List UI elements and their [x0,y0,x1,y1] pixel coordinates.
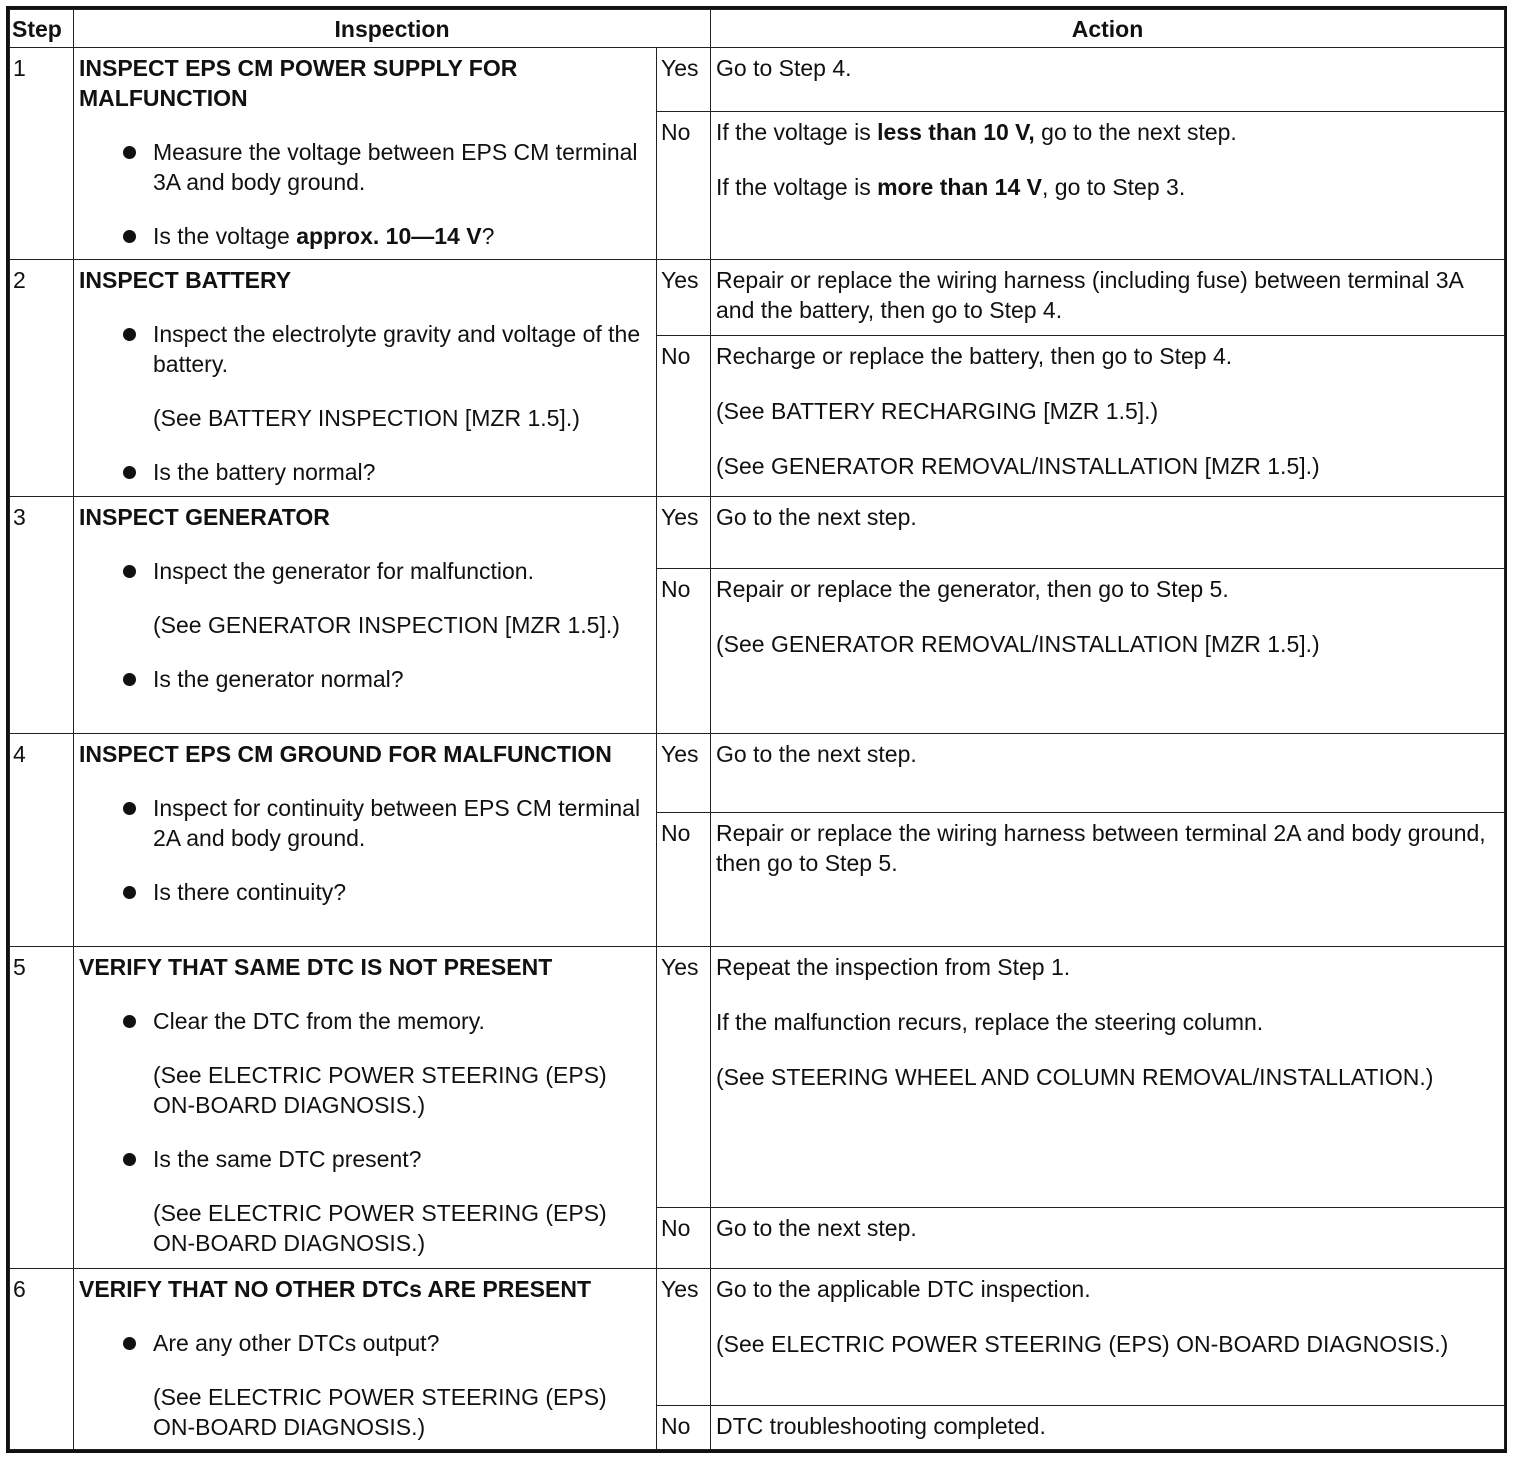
header-row [10,10,1505,48]
answer-no: No [657,1406,711,1450]
table-row [10,734,1505,813]
bullet-text: Is the battery normal? [153,459,376,485]
bullet-item [79,221,652,251]
action-text: Go to the applicable DTC inspection. [716,1276,1091,1302]
header-inspection: Inspection [74,10,711,48]
step-title: INSPECT EPS CM POWER SUPPLY FOR MALFUNCTION [79,55,518,111]
step-number: 6 [10,1269,74,1450]
action-text [716,117,1500,147]
action-text: Recharge or replace the battery, then go to Step 4. [716,343,1233,369]
action-text-part: , go to Step 3. [1042,174,1186,200]
reference-text: (See ELECTRIC POWER STEERING (EPS) ON-BOARD DIAGNOSIS.) [153,1384,607,1440]
action-text: DTC troubleshooting completed. [716,1413,1046,1439]
action-text: (See BATTERY RECHARGING [MZR 1.5].) [716,398,1159,424]
bullet-text: Inspect for continuity between EPS CM terminal 2A and body ground. [153,795,641,851]
bullet-item [79,664,652,694]
table-row [10,1269,1505,1406]
bullet-icon [123,886,136,899]
action-text: Go to Step 4. [716,55,852,81]
inspection-cell [74,48,657,260]
inspection-cell [74,947,657,1269]
bullet-icon [123,466,136,479]
bullet-text: Is the same DTC present? [153,1146,422,1172]
table-row [10,497,1505,569]
step-number: 4 [10,734,74,947]
reference-text: (See GENERATOR INSPECTION [MZR 1.5].) [153,612,620,638]
inspection-cell [74,497,657,734]
step-title: INSPECT GENERATOR [79,504,330,530]
action-no [711,569,1505,734]
bullet-icon [123,565,136,578]
action-bold-text: less than 10 V, [877,119,1035,145]
bullet-text: Are any other DTCs output? [153,1330,440,1356]
action-text-part: If the voltage is [716,119,878,145]
inspection-cell [74,734,657,947]
reference-text: (See ELECTRIC POWER STEERING (EPS) ON-BOARD DIAGNOSIS.) [153,1062,607,1118]
answer-yes: Yes [657,497,711,569]
action-yes [711,1269,1505,1406]
answer-yes: Yes [657,1269,711,1406]
step-number: 5 [10,947,74,1269]
answer-yes: Yes [657,48,711,112]
bullet-icon [123,802,136,815]
table-row [10,260,1505,336]
bullet-item [79,319,652,457]
action-yes [711,734,1505,813]
action-no [711,1208,1505,1269]
bullet-text: Measure the voltage between EPS CM terminal 3A and body ground. [153,139,638,195]
action-text: Go to the next step. [716,504,917,530]
action-text: (See GENERATOR REMOVAL/INSTALLATION [MZR 1.5].) [716,453,1320,479]
bullet-icon [123,328,136,341]
bullet-item [79,1006,652,1144]
step-title: INSPECT BATTERY [79,267,292,293]
action-text-part: If the voltage is [716,174,878,200]
action-text: Go to the next step. [716,741,917,767]
header-action: Action [711,10,1505,48]
troubleshooting-table [9,9,1505,1450]
answer-no: No [657,813,711,947]
answer-no: No [657,112,711,260]
step-number: 2 [10,260,74,497]
action-text: Repeat the inspection from Step 1. [716,954,1071,980]
bullet-icon [123,673,136,686]
action-no [711,813,1505,947]
inspection-cell [74,1269,657,1450]
answer-no: No [657,336,711,497]
step-number: 3 [10,497,74,734]
step-title: INSPECT EPS CM GROUND FOR MALFUNCTION [79,741,612,767]
bullet-text: Inspect the electrolyte gravity and voltage of the battery. [153,321,641,377]
bullet-item [79,877,652,907]
bullet-item [79,137,652,221]
troubleshooting-table-frame [6,6,1507,1453]
header-step: Step [10,10,74,48]
action-yes [711,48,1505,112]
action-text: Repair or replace the wiring harness between terminal 2A and body ground, then go to Step 5. [716,820,1486,876]
bullet-item [79,457,652,487]
bullet-text: Inspect the generator for malfunction. [153,558,534,584]
bullet-item [79,1328,652,1442]
bullet-text: ? [481,223,495,249]
action-no [711,1406,1505,1450]
action-text: (See ELECTRIC POWER STEERING (EPS) ON-BOARD DIAGNOSIS.) [716,1331,1449,1357]
bullet-text: Is there continuity? [153,879,347,905]
bullet-icon [123,230,136,243]
bullet-bold-text: approx. 10—14 V [296,223,482,249]
bullet-icon [123,1015,136,1028]
action-text-part: go to the next step. [1034,119,1237,145]
answer-no: No [657,569,711,734]
bullet-item [79,556,652,664]
reference-text: (See ELECTRIC POWER STEERING (EPS) ON-BOARD DIAGNOSIS.) [153,1200,607,1256]
step-number: 1 [10,48,74,260]
bullet-item [79,793,652,877]
action-no [711,336,1505,497]
table-row [10,48,1505,112]
action-yes [711,497,1505,569]
inspection-cell [74,260,657,497]
action-text: (See STEERING WHEEL AND COLUMN REMOVAL/INSTALLATION.) [716,1064,1434,1090]
answer-no: No [657,1208,711,1269]
reference-text: (See BATTERY INSPECTION [MZR 1.5].) [153,405,580,431]
action-text: Go to the next step. [716,1215,917,1241]
step-title: VERIFY THAT SAME DTC IS NOT PRESENT [79,954,553,980]
bullet-item [79,1144,652,1258]
action-text: Repair or replace the generator, then go to Step 5. [716,576,1229,602]
action-no [711,112,1505,260]
action-text: (See GENERATOR REMOVAL/INSTALLATION [MZR 1.5].) [716,631,1320,657]
action-text [716,172,1500,202]
action-yes [711,260,1505,336]
bullet-text: Is the generator normal? [153,666,404,692]
action-yes [711,947,1505,1208]
action-bold-text: more than 14 V [877,174,1042,200]
table-row [10,947,1505,1208]
action-text: If the malfunction recurs, replace the steering column. [716,1009,1264,1035]
step-title: VERIFY THAT NO OTHER DTCs ARE PRESENT [79,1276,592,1302]
answer-yes: Yes [657,734,711,813]
bullet-icon [123,1153,136,1166]
answer-yes: Yes [657,260,711,336]
bullet-text: Is the voltage [153,223,297,249]
action-text: Repair or replace the wiring harness (including fuse) between terminal 3A and the battery, then go to Step 4. [716,267,1463,323]
bullet-icon [123,1337,136,1350]
bullet-text: Clear the DTC from the memory. [153,1008,485,1034]
answer-yes: Yes [657,947,711,1208]
bullet-icon [123,146,136,159]
